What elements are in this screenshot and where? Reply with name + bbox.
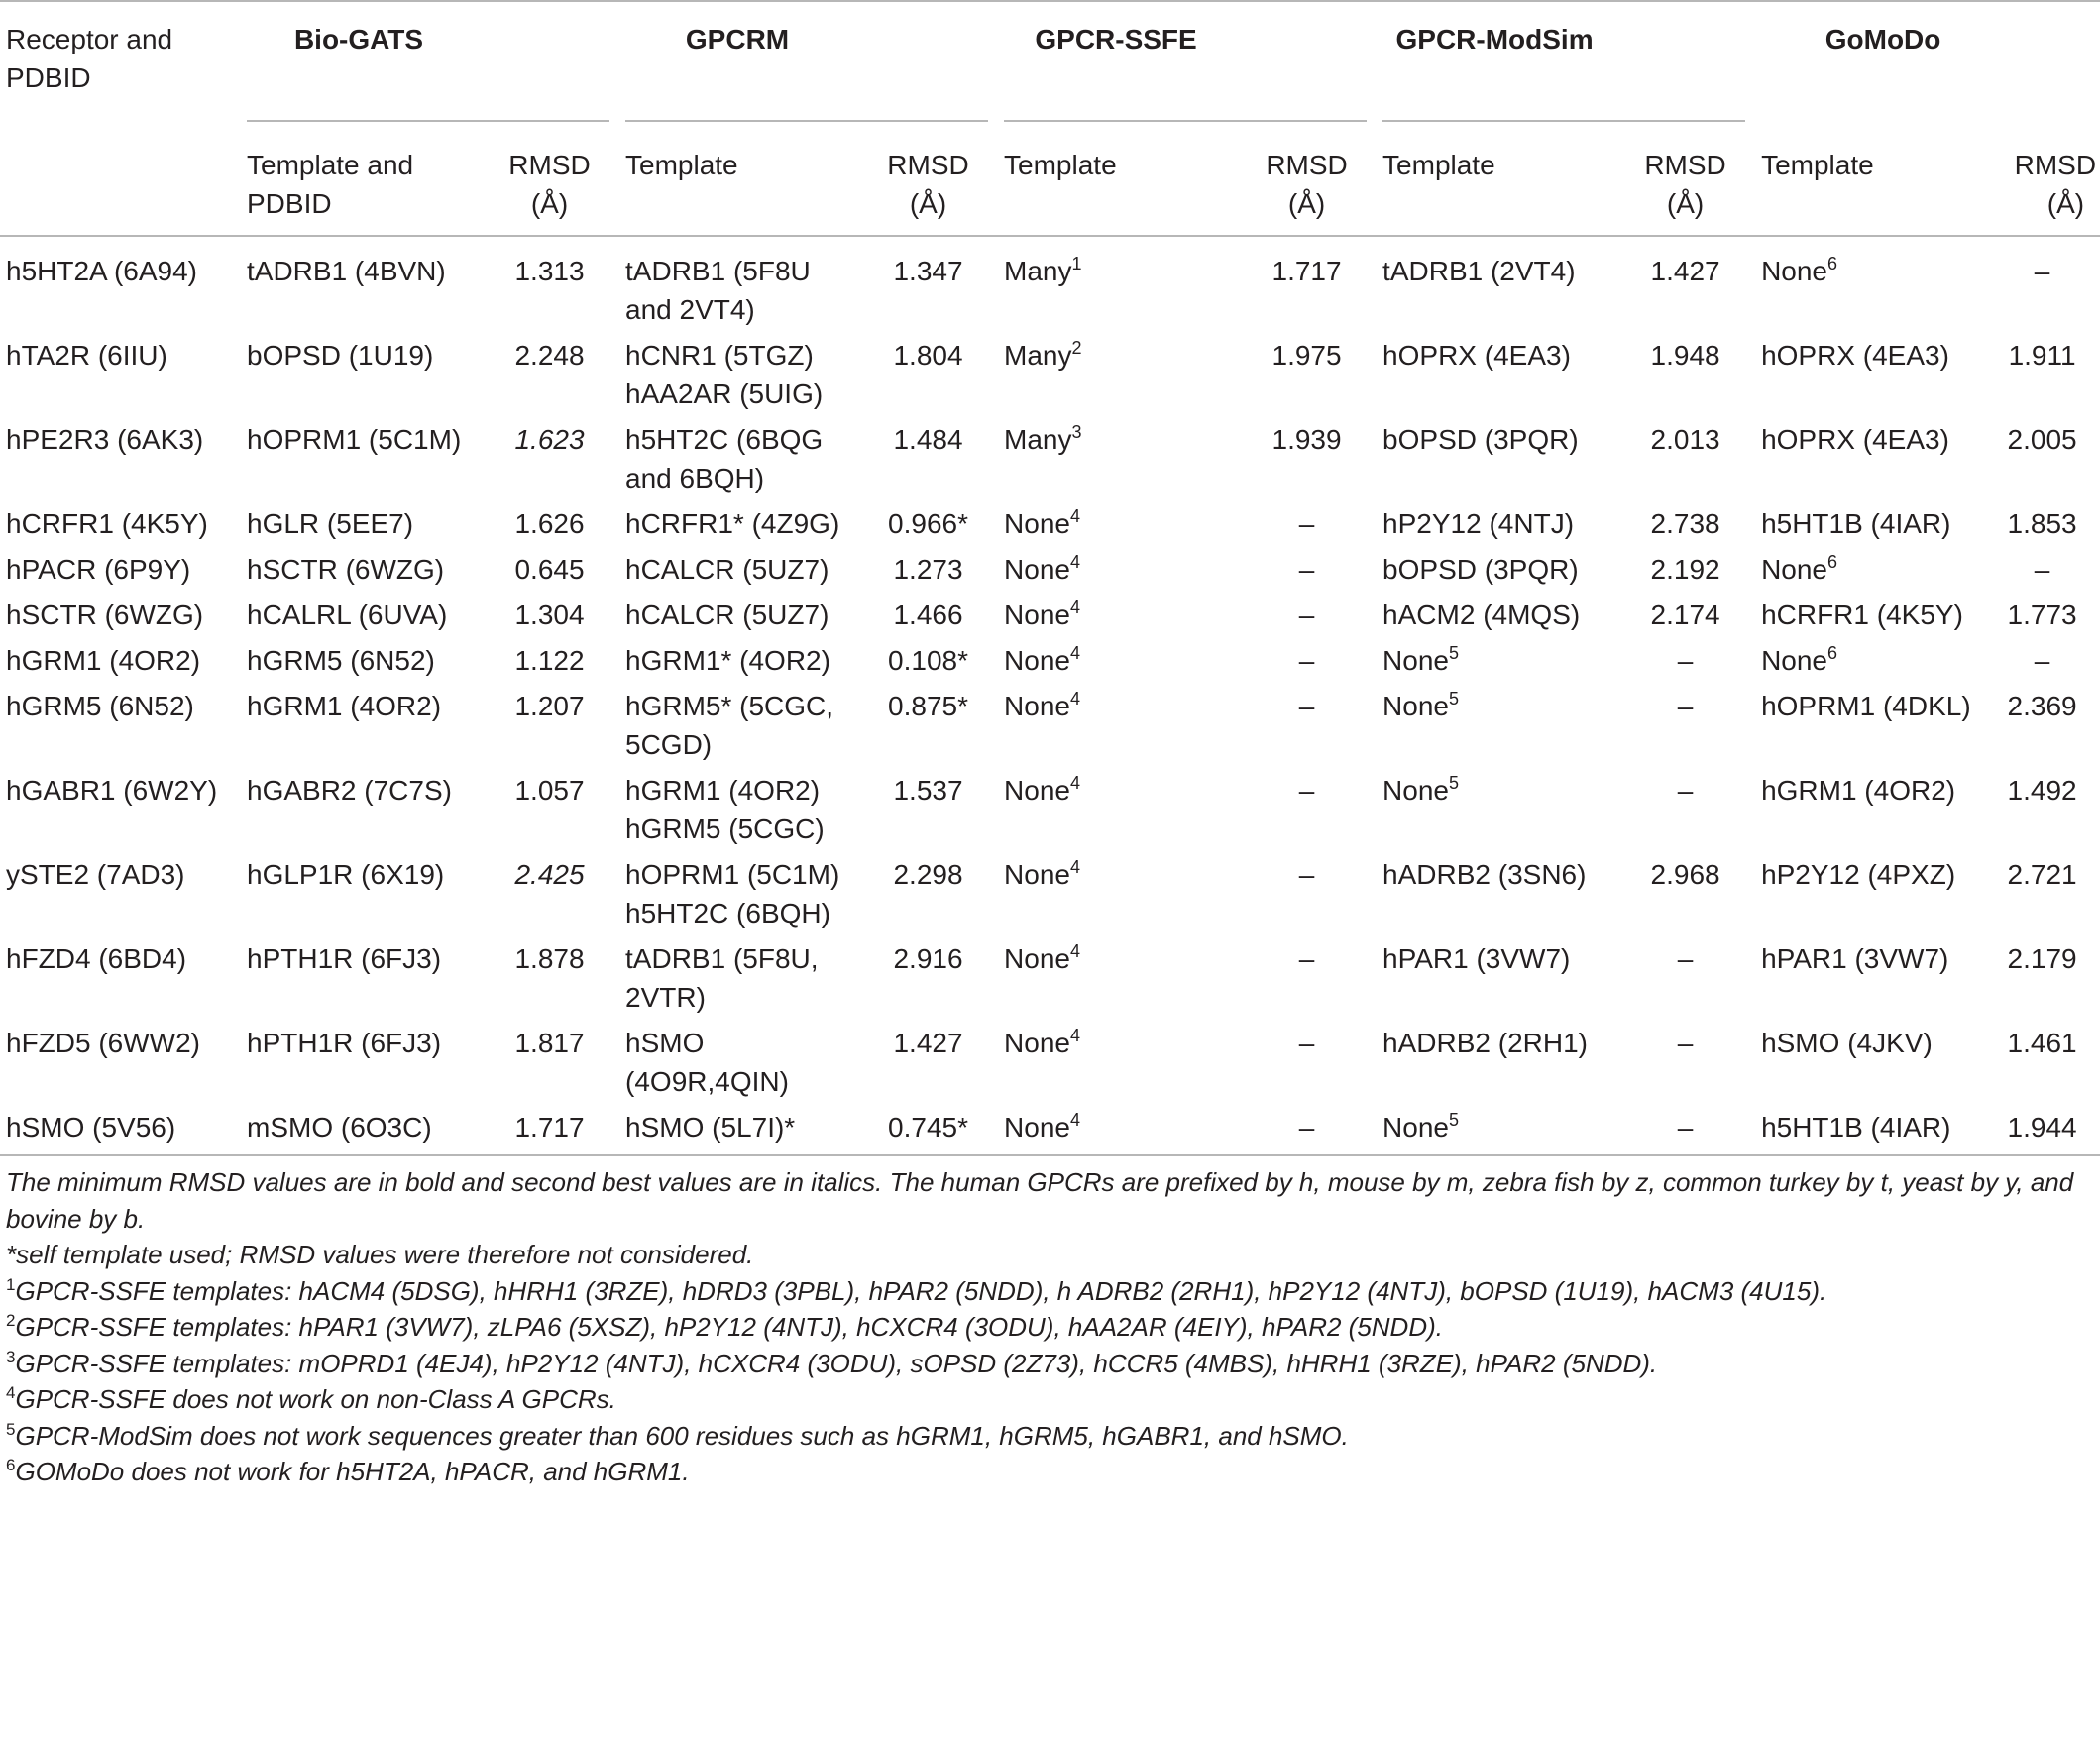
footnote-marker: 6: [1827, 643, 1838, 663]
template-cell: [996, 680, 1239, 764]
rmsd-cell: –: [1298, 645, 1315, 676]
header-row-columns: [0, 129, 2100, 236]
table-row: [0, 497, 2100, 543]
template-text: hGRM1 (4OR2) hGRM5 (5CGC): [625, 775, 825, 844]
template-text: hGLP1R (6X19): [247, 859, 445, 890]
rmsd-cell: 1.304: [514, 599, 585, 630]
template-cell: [617, 329, 860, 413]
rmsd-cell: 1.313: [514, 256, 585, 286]
footnote-number: 5: [6, 1419, 16, 1439]
rmsd-cell: 1.626: [514, 508, 585, 539]
template-cell: [239, 497, 482, 543]
template-cell: [617, 1101, 860, 1155]
group-label: Bio-GATS: [293, 24, 424, 54]
template-text: hP2Y12 (4PXZ): [1761, 859, 1956, 890]
rmsd-cell: 2.013: [1650, 424, 1720, 455]
receptor-cell: hCRFR1 (4K5Y): [6, 508, 208, 539]
header-template-pdbid: Template and PDBID: [247, 150, 414, 219]
rmsd-cell: 1.273: [893, 554, 963, 585]
template-text: hOPRX (4EA3): [1382, 340, 1571, 371]
rmsd-cell: –: [1298, 508, 1315, 539]
rmsd-cell: 1.773: [2007, 599, 2077, 630]
footnote: [6, 1418, 2095, 1455]
group-bio-gats: [239, 1, 617, 129]
rmsd-cell: –: [1298, 691, 1315, 721]
table-row: [0, 1101, 2100, 1155]
template-text: hSMO (4JKV): [1761, 1028, 1933, 1058]
template-cell: [239, 634, 482, 680]
template-text: h5HT1B (4IAR): [1761, 1112, 1951, 1143]
template-text: hCALRL (6UVA): [247, 599, 448, 630]
template-cell: [996, 764, 1239, 848]
rmsd-cell: 2.721: [2007, 859, 2077, 890]
footnote-marker: 4: [1069, 689, 1080, 708]
rmsd-cell: 2.738: [1650, 508, 1720, 539]
table-row: [0, 589, 2100, 634]
template-text: hADRB2 (2RH1): [1382, 1028, 1588, 1058]
template-cell: [1753, 1017, 1996, 1101]
template-text: hOPRM1 (5C1M): [247, 424, 462, 455]
template-cell: [1753, 848, 1996, 932]
group-label: GoMoDo: [1824, 24, 1941, 54]
rmsd-cell: 1.207: [514, 691, 585, 721]
template-cell: [996, 329, 1239, 413]
template-cell: [239, 764, 482, 848]
template-cell: [1753, 634, 1996, 680]
template-cell: [1375, 1017, 1617, 1101]
rmsd-unit: (Å): [1287, 188, 1326, 219]
rmsd-cell: 1.427: [1650, 256, 1720, 286]
template-cell: [996, 1017, 1239, 1101]
rmsd-cell: –: [1298, 943, 1315, 974]
footnote-marker: 4: [1069, 857, 1080, 877]
template-text: None: [1004, 554, 1070, 585]
rmsd-cell: 1.817: [514, 1028, 585, 1058]
rmsd-cell: –: [1677, 775, 1694, 806]
rmsd-unit: (Å): [1666, 188, 1705, 219]
template-text: tADRB1 (5F8U, 2VTR): [625, 943, 819, 1013]
template-cell: [239, 413, 482, 497]
table-notes: [6, 1164, 2095, 1490]
footnote-marker: 4: [1069, 552, 1080, 572]
rmsd-cell: 1.944: [2007, 1112, 2077, 1143]
footnote-marker: 1: [1071, 254, 1082, 273]
template-cell: [1753, 543, 1996, 589]
rmsd-cell: –: [1677, 691, 1694, 721]
rmsd-cell: 1.427: [893, 1028, 963, 1058]
template-text: None: [1382, 1112, 1449, 1143]
rmsd-cell: 2.916: [893, 943, 963, 974]
template-text: hACM2 (4MQS): [1382, 599, 1581, 630]
footnote-text: GPCR-SSFE templates: hPAR1 (3VW7), zLPA6 (5XSZ), hP2Y12 (4NTJ), hCXCR4 (3ODU), hAA2AR (4EIY), hPAR2 (5NDD).: [15, 1312, 1443, 1342]
footnote-marker: 5: [1448, 773, 1459, 793]
template-text: None: [1004, 599, 1070, 630]
template-cell: [1375, 764, 1617, 848]
template-cell: [1375, 497, 1617, 543]
template-cell: [617, 680, 860, 764]
rmsd-cell: 1.804: [893, 340, 963, 371]
table-row: [0, 764, 2100, 848]
template-cell: [1375, 236, 1617, 329]
header-rmsd: [1996, 129, 2100, 236]
table-row: [0, 634, 2100, 680]
template-cell: [996, 1101, 1239, 1155]
rmsd-cell: 1.347: [893, 256, 963, 286]
receptor-cell: hFZD5 (6WW2): [6, 1028, 200, 1058]
template-cell: [1375, 543, 1617, 589]
table-row: [0, 413, 2100, 497]
rmsd-cell: 0.875*: [888, 691, 968, 721]
template-text: hPAR1 (3VW7): [1761, 943, 1949, 974]
footnote: [6, 1309, 2095, 1346]
rmsd-cell: 2.298: [893, 859, 963, 890]
table-row: [0, 932, 2100, 1017]
receptor-cell: hSMO (5V56): [6, 1112, 176, 1143]
rmsd-cell: 2.179: [2007, 943, 2077, 974]
template-cell: [996, 634, 1239, 680]
footnote-marker: 4: [1069, 1110, 1080, 1130]
template-text: hGRM1 (4OR2): [247, 691, 442, 721]
template-text: bOPSD (3PQR): [1382, 424, 1579, 455]
receptor-cell: hGRM1 (4OR2): [6, 645, 201, 676]
template-text: hOPRX (4EA3): [1761, 340, 1949, 371]
template-cell: [239, 1101, 482, 1155]
footnote-number: 2: [6, 1311, 16, 1330]
template-text: Many: [1004, 340, 1072, 371]
rmsd-cell: –: [1677, 1112, 1694, 1143]
rmsd-unit: (Å): [2046, 188, 2085, 219]
rmsd-cell: 1.537: [893, 775, 963, 806]
footnote-text: GOMoDo does not work for h5HT2A, hPACR, and hGRM1.: [15, 1457, 690, 1486]
template-cell: [617, 497, 860, 543]
group-label: GPCR-SSFE: [1035, 24, 1197, 54]
footnote-marker: 4: [1069, 941, 1080, 961]
header-row-groups: [0, 1, 2100, 129]
template-cell: [239, 848, 482, 932]
header-rmsd: [1617, 129, 1753, 236]
template-text: hSMO (4O9R,4QIN): [625, 1028, 789, 1097]
footnote-marker: 6: [1827, 552, 1838, 572]
header-rmsd: [1239, 129, 1375, 236]
note-star: *self template used; RMSD values were therefore not considered.: [6, 1240, 754, 1269]
receptor-cell: h5HT2A (6A94): [6, 256, 197, 286]
template-text: hCRFR1* (4Z9G): [625, 508, 840, 539]
rmsd-unit: (Å): [909, 188, 947, 219]
rmsd-cell: 0.745*: [888, 1112, 968, 1143]
header-rmsd: [482, 129, 617, 236]
template-text: hADRB2 (3SN6): [1382, 859, 1587, 890]
template-text: None: [1004, 1028, 1070, 1058]
rmsd-cell: 1.717: [514, 1112, 585, 1143]
footnote-marker: 4: [1069, 1026, 1080, 1045]
rmsd-cell: –: [1677, 1028, 1694, 1058]
template-cell: [1753, 589, 1996, 634]
rmsd-cell: –: [1677, 645, 1694, 676]
receptor-cell: hTA2R (6IIU): [6, 340, 167, 371]
rmsd-cell: 1.492: [2007, 775, 2077, 806]
rmsd-cell: –: [1298, 1028, 1315, 1058]
footnote: [6, 1346, 2095, 1382]
template-cell: [239, 236, 482, 329]
template-cell: [617, 932, 860, 1017]
template-text: None: [1382, 775, 1449, 806]
header-template: Template: [1761, 150, 1874, 180]
receptor-cell: hPACR (6P9Y): [6, 554, 191, 585]
template-text: None: [1761, 256, 1827, 286]
header-template: Template: [625, 150, 738, 180]
template-cell: [239, 932, 482, 1017]
template-cell: [996, 543, 1239, 589]
template-text: bOPSD (3PQR): [1382, 554, 1579, 585]
footnote-text: GPCR-SSFE templates: mOPRD1 (4EJ4), hP2Y12 (4NTJ), hCXCR4 (3ODU), sOPSD (2Z73), hCCR5 (4MBS), hHRH1 (3RZE), hPAR2 (5NDD).: [15, 1348, 1658, 1378]
template-cell: [1753, 329, 1996, 413]
template-text: h5HT2C (6BQG and 6BQH): [625, 424, 824, 493]
template-cell: [996, 589, 1239, 634]
table-row: [0, 848, 2100, 932]
footnote: [6, 1454, 2095, 1490]
rmsd-cell: –: [2034, 645, 2050, 676]
footnote-marker: 5: [1448, 643, 1459, 663]
header-template: Template: [1382, 150, 1495, 180]
footnote-marker: 4: [1069, 598, 1080, 617]
template-cell: [1375, 413, 1617, 497]
template-cell: [1375, 932, 1617, 1017]
template-cell: [617, 764, 860, 848]
template-cell: [617, 413, 860, 497]
header-rmsd: [860, 129, 996, 236]
footnote-marker: 2: [1071, 338, 1082, 358]
rmsd-label: RMSD: [1644, 150, 1726, 180]
rmsd-cell: –: [1298, 1112, 1315, 1143]
note-main: The minimum RMSD values are in bold and second best values are in italics. The human GPCRs are prefixed by h, mouse by m, zebra fish by z, common turkey by t, yeast by y, and bovine by b.: [6, 1167, 2074, 1234]
template-text: None: [1382, 691, 1449, 721]
rmsd-unit: (Å): [530, 188, 569, 219]
template-text: Many: [1004, 256, 1072, 286]
group-gpcr-ssfe: [996, 1, 1375, 129]
header-template: Template: [1004, 150, 1117, 180]
footnote-list: [6, 1273, 2095, 1490]
template-text: None: [1382, 645, 1449, 676]
template-cell: [1753, 764, 1996, 848]
template-text: None: [1761, 645, 1827, 676]
rmsd-cell: 2.369: [2007, 691, 2077, 721]
receptor-cell: hFZD4 (6BD4): [6, 943, 187, 974]
template-cell: [239, 589, 482, 634]
template-text: bOPSD (1U19): [247, 340, 434, 371]
template-cell: [617, 1017, 860, 1101]
template-text: None: [1004, 691, 1070, 721]
template-cell: [996, 497, 1239, 543]
template-cell: [1375, 634, 1617, 680]
template-cell: [1375, 589, 1617, 634]
template-text: tADRB1 (5F8U and 2VT4): [625, 256, 811, 325]
rmsd-cell: 0.108*: [888, 645, 968, 676]
group-gpcrm: [617, 1, 996, 129]
rmsd-cell: 1.466: [893, 599, 963, 630]
template-cell: [1753, 236, 1996, 329]
rmsd-cell: 1.853: [2007, 508, 2077, 539]
footnote-marker: 4: [1069, 506, 1080, 526]
rmsd-cell: 1.057: [514, 775, 585, 806]
footnote-number: 6: [6, 1456, 16, 1474]
template-cell: [617, 848, 860, 932]
rmsd-cell: 1.717: [1271, 256, 1342, 286]
rmsd-cell: 1.484: [893, 424, 963, 455]
table-row: [0, 543, 2100, 589]
receptor-cell: hPE2R3 (6AK3): [6, 424, 204, 455]
template-text: None: [1004, 1112, 1070, 1143]
template-text: hSCTR (6WZG): [247, 554, 445, 585]
template-cell: [617, 236, 860, 329]
template-cell: [617, 634, 860, 680]
group-gomodo: [1753, 1, 2100, 129]
rmsd-cell: –: [1298, 554, 1315, 585]
rmsd-cell: 1.911: [2008, 340, 2076, 371]
rmsd-cell: –: [2034, 256, 2050, 286]
template-text: mSMO (6O3C): [247, 1112, 432, 1143]
rmsd-cell: 2.968: [1650, 859, 1720, 890]
template-text: hOPRM1 (4DKL): [1761, 691, 1971, 721]
template-text: h5HT1B (4IAR): [1761, 508, 1951, 539]
receptor-cell: hGRM5 (6N52): [6, 691, 194, 721]
rmsd-cell: –: [1298, 775, 1315, 806]
template-text: hPTH1R (6FJ3): [247, 943, 442, 974]
rmsd-cell: 0.645: [514, 554, 585, 585]
template-cell: [1753, 413, 1996, 497]
template-cell: [1753, 932, 1996, 1017]
rmsd-cell: 2.005: [2007, 424, 2077, 455]
header-receptor: Receptor and PDBID: [6, 24, 173, 93]
rmsd-label: RMSD: [1266, 150, 1348, 180]
rmsd-cell: –: [1298, 859, 1315, 890]
footnote-number: 1: [6, 1274, 16, 1294]
rmsd-cell: 1.975: [1271, 340, 1342, 371]
rmsd-cell: 0.966*: [888, 508, 968, 539]
template-cell: [996, 236, 1239, 329]
template-text: hGRM1* (4OR2): [625, 645, 830, 676]
footnote-text: GPCR-SSFE does not work on non-Class A GPCRs.: [15, 1384, 616, 1414]
template-cell: [617, 543, 860, 589]
footnote-marker: 6: [1827, 254, 1838, 273]
rmsd-cell: 1.939: [1271, 424, 1342, 455]
rmsd-cell: 1.948: [1650, 340, 1720, 371]
rmsd-cell: 2.174: [1650, 599, 1720, 630]
rmsd-cell: –: [1298, 599, 1315, 630]
template-text: hGLR (5EE7): [247, 508, 414, 539]
template-text: hCALCR (5UZ7): [625, 599, 829, 630]
rmsd-cell: –: [1677, 943, 1694, 974]
rmsd-label: RMSD: [2014, 150, 2097, 180]
template-cell: [1375, 848, 1617, 932]
footnote-text: GPCR-ModSim does not work sequences greater than 600 residues such as hGRM1, hGRM5, hGABR1, and hSMO.: [15, 1420, 1349, 1451]
footnote-marker: 4: [1069, 643, 1080, 663]
footnote-marker: 5: [1448, 689, 1459, 708]
template-text: hGRM1 (4OR2): [1761, 775, 1956, 806]
footnote-marker: 3: [1071, 422, 1082, 442]
rmsd-label: RMSD: [508, 150, 591, 180]
rmsd-cell: 1.623: [514, 424, 585, 455]
template-cell: [1375, 1101, 1617, 1155]
rmsd-cell: 2.425: [514, 859, 585, 890]
rmsd-cell: –: [2034, 554, 2050, 585]
group-label: GPCRM: [685, 24, 790, 54]
group-label: GPCR-ModSim: [1395, 24, 1594, 54]
table-body: [0, 236, 2100, 1155]
template-text: None: [1761, 554, 1827, 585]
template-text: hCALCR (5UZ7): [625, 554, 829, 585]
table-row: [0, 329, 2100, 413]
footnote-marker: 4: [1069, 773, 1080, 793]
template-text: hP2Y12 (4NTJ): [1382, 508, 1575, 539]
template-cell: [1375, 680, 1617, 764]
template-text: hPTH1R (6FJ3): [247, 1028, 442, 1058]
template-cell: [996, 932, 1239, 1017]
table-row: [0, 680, 2100, 764]
footnote-number: 3: [6, 1347, 16, 1366]
template-text: hGRM5* (5CGC, 5CGD): [625, 691, 834, 760]
template-text: hGRM5 (6N52): [247, 645, 435, 676]
rmsd-label: RMSD: [887, 150, 969, 180]
footnote: [6, 1273, 2095, 1310]
template-cell: [996, 413, 1239, 497]
footnote-text: GPCR-SSFE templates: hACM4 (5DSG), hHRH1 (3RZE), hDRD3 (3PBL), hPAR2 (5NDD), h ADRB2 (2RH1), hP2Y12 (4NTJ), bOPSD (1U19), hACM3 (4U15).: [15, 1275, 1827, 1306]
template-text: hGABR2 (7C7S): [247, 775, 452, 806]
template-text: Many: [1004, 424, 1072, 455]
template-text: hPAR1 (3VW7): [1382, 943, 1571, 974]
template-text: hOPRX (4EA3): [1761, 424, 1949, 455]
footnote-marker: 5: [1448, 1110, 1459, 1130]
template-cell: [1753, 680, 1996, 764]
template-text: None: [1004, 645, 1070, 676]
header-blank: [0, 129, 239, 236]
template-cell: [996, 848, 1239, 932]
rmsd-cell: 1.461: [2007, 1028, 2077, 1058]
table-row: [0, 236, 2100, 329]
group-gpcr-modsim: [1375, 1, 1753, 129]
template-cell: [1753, 497, 1996, 543]
template-text: None: [1004, 775, 1070, 806]
template-cell: [1753, 1101, 1996, 1155]
footnote: [6, 1381, 2095, 1418]
template-text: tADRB1 (2VT4): [1382, 256, 1576, 286]
template-cell: [617, 589, 860, 634]
receptor-cell: ySTE2 (7AD3): [6, 859, 185, 890]
receptor-cell: hGABR1 (6W2Y): [6, 775, 218, 806]
rmsd-cell: 1.878: [514, 943, 585, 974]
footnote-number: 4: [6, 1383, 16, 1402]
template-cell: [239, 543, 482, 589]
template-cell: [239, 329, 482, 413]
template-text: hCNR1 (5TGZ) hAA2AR (5UIG): [625, 340, 824, 409]
rmsd-cell: 2.192: [1650, 554, 1720, 585]
template-text: hCRFR1 (4K5Y): [1761, 599, 1963, 630]
template-cell: [239, 680, 482, 764]
template-text: None: [1004, 859, 1070, 890]
template-text: hOPRM1 (5C1M) h5HT2C (6BQH): [625, 859, 840, 928]
rmsd-cell: 1.122: [514, 645, 585, 676]
receptor-cell: hSCTR (6WZG): [6, 599, 204, 630]
rmsd-cell: 2.248: [514, 340, 585, 371]
template-cell: [239, 1017, 482, 1101]
template-text: None: [1004, 943, 1070, 974]
table-row: [0, 1017, 2100, 1101]
template-cell: [1375, 329, 1617, 413]
template-text: None: [1004, 508, 1070, 539]
template-text: hSMO (5L7I)*: [625, 1112, 796, 1143]
template-text: tADRB1 (4BVN): [247, 256, 446, 286]
